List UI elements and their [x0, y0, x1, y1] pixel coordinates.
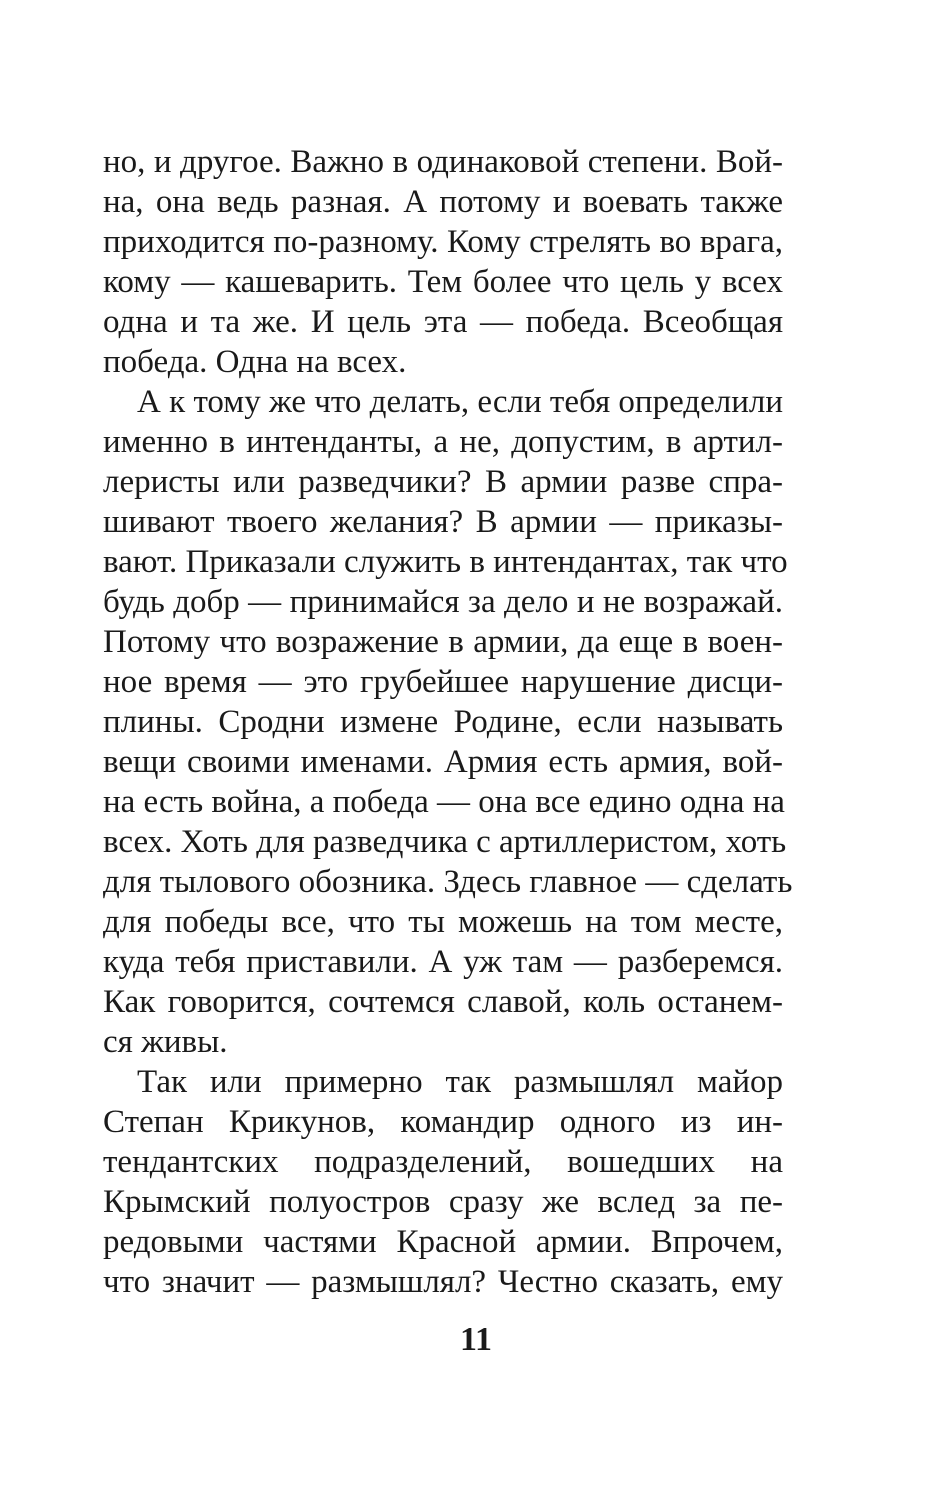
- page-body: [103, 142, 793, 1302]
- text-line: вещи своими именами. Армия есть армия, вой-: [103, 744, 783, 780]
- text-line: что значит — размышлял? Честно сказать, ему: [103, 1264, 783, 1300]
- text-line: ное время — это грубейшее нарушение дисци-: [103, 664, 783, 700]
- text-line: Так или примерно так размышлял майор: [137, 1064, 783, 1100]
- text-line: Потому что возражение в армии, да еще в воен-: [103, 624, 783, 660]
- text-line: кому — кашеварить. Тем более что цель у всех: [103, 264, 783, 300]
- text-line: но, и другое. Важно в одинаковой степени. Вой-: [103, 144, 783, 180]
- text-line: ся живы.: [103, 1024, 228, 1060]
- text-line: А к тому же что делать, если тебя определили: [137, 384, 783, 420]
- text-line: одна и та же. И цель эта — победа. Всеобщая: [103, 304, 783, 340]
- text-line: на, она ведь разная. А потому и воевать также: [103, 184, 783, 220]
- text-line: для тылового обозника. Здесь главное — сделать: [103, 864, 793, 900]
- page-number: 11: [459, 1321, 493, 1358]
- text-line: победа. Одна на всех.: [103, 344, 407, 380]
- text-line: Степан Крикунов, командир одного из ин-: [103, 1104, 783, 1140]
- text-line: леристы или разведчики? В армии разве спра-: [103, 464, 783, 500]
- text-line: именно в интенданты, а не, допустим, в артил-: [103, 424, 783, 460]
- text-line: приходится по-разному. Кому стрелять во врага,: [103, 224, 783, 260]
- text-line: куда тебя приставили. А уж там — разберемся.: [103, 944, 783, 980]
- text-line: Как говорится, сочтемся славой, коль останем-: [103, 984, 783, 1020]
- text-line: тендантских подразделений, вошедших на: [103, 1144, 783, 1180]
- text-line: редовыми частями Красной армии. Впрочем,: [103, 1224, 783, 1260]
- text-line: плины. Сродни измене Родине, если называть: [103, 704, 783, 740]
- text-line: будь добр — принимайся за дело и не возражай.: [103, 584, 783, 620]
- text-line: всех. Хоть для разведчика с артиллеристом, хоть: [103, 824, 787, 860]
- text-line: вают. Приказали служить в интендантах, так что: [103, 544, 788, 580]
- text-line: для победы все, что ты можешь на том месте,: [103, 904, 783, 940]
- text-line: на есть война, а победа — она все едино одна на: [103, 784, 785, 820]
- text-line: Крымский полуостров сразу же вслед за пе-: [103, 1184, 783, 1220]
- text-line: шивают твоего желания? В армии — приказы-: [103, 504, 783, 540]
